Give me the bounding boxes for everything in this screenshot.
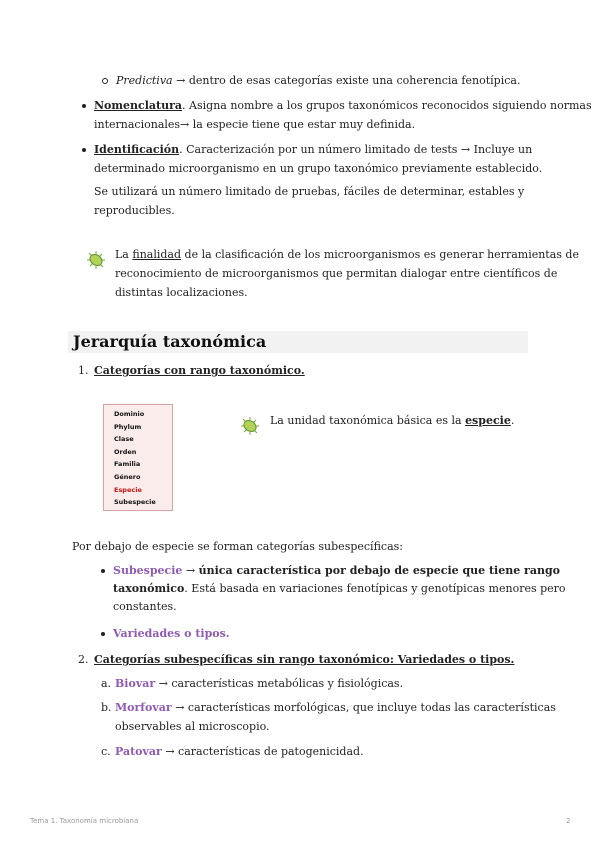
subespecie-line2-rest: . Está basada en variaciones fenotípicas y genotípicas menores pero <box>184 582 566 595</box>
morfovar-term: Morfovar <box>115 701 172 714</box>
biovar-text: → características metabólicas y fisiológicas. <box>155 677 404 690</box>
taxonomy-rank: Familia <box>114 460 141 469</box>
morfovar-line2: observables al microscopio. <box>115 720 270 733</box>
taxonomy-rank: Orden <box>114 447 137 456</box>
finalidad-link[interactable]: finalidad <box>132 248 182 261</box>
alpha-marker: a. <box>101 677 112 690</box>
callout2-post: . <box>510 414 515 427</box>
subespecie-item <box>113 562 560 580</box>
nomenclatura-item <box>94 97 592 115</box>
callout1-rest: de la clasificación de los microorganismos es generar herramientas de <box>181 248 579 261</box>
nomenclatura-line1: . Asigna nombre a los grupos taxonómicos reconocidos siguiendo normas <box>182 99 592 112</box>
variedades-term: Variedades o tipos. <box>113 627 230 640</box>
predictiva-item <box>116 72 520 90</box>
subespecie-arrow: → <box>182 564 199 577</box>
identificacion-para-line1: Se utilizará un número limitado de pruebas, fáciles de determinar, estables y <box>94 185 525 198</box>
nomenclatura-line2: internacionales→ la especie tiene que estar muy definida. <box>94 118 416 131</box>
predictiva-term: Predictiva <box>116 74 173 87</box>
taxonomy-rank: Género <box>114 472 141 481</box>
identificacion-item <box>94 141 532 159</box>
subespecie-bold1: única característica por debajo de especie que tiene rango <box>198 564 561 577</box>
callout1-line1 <box>115 246 579 264</box>
alpha-marker: b. <box>101 701 112 714</box>
subespecie-term: Subespecie <box>113 564 183 577</box>
bullet-dot <box>82 148 86 152</box>
bacteria-icon <box>240 416 260 436</box>
subespecie-line2 <box>113 580 566 598</box>
section-heading: Jerarquía taxonómica <box>68 331 528 353</box>
item2-label: Categorías subespecíficas sin rango taxonómico: Variedades o tipos. <box>94 653 515 666</box>
bullet-dot <box>101 632 105 636</box>
morfovar-item <box>115 699 556 717</box>
morfovar-text: → características morfológicas, que incluye todas las características <box>171 701 556 714</box>
biovar-term: Biovar <box>115 677 156 690</box>
taxonomy-rank: Subespecie <box>114 498 156 507</box>
footer-title: Tema 1. Taxonomía microbiana <box>30 817 139 825</box>
paragraph-below: Por debajo de especie se forman categorías subespecíficas: <box>72 540 403 553</box>
subespecie-bold2: taxonómico <box>113 582 185 595</box>
patovar-term: Patovar <box>115 745 162 758</box>
identificacion-line2: determinado microorganismo en un grupo taxonómico previamente establecido. <box>94 162 543 175</box>
callout1-line2: reconocimiento de microorganismos que permitan dialogar entre científicos de <box>115 267 558 280</box>
bacteria-icon <box>86 250 106 270</box>
item1-label: Categorías con rango taxonómico. <box>94 364 305 377</box>
nomenclatura-term: Nomenclatura <box>94 99 183 112</box>
patovar-item <box>115 743 364 761</box>
patovar-text: → características de patogenicidad. <box>161 745 364 758</box>
bullet-circle <box>102 78 108 84</box>
taxonomy-rank: Dominio <box>114 410 145 418</box>
identificacion-term: Identificación <box>94 143 180 156</box>
bullet-dot <box>82 104 86 108</box>
callout1-pre: La <box>115 248 133 261</box>
especie-link[interactable]: especie <box>465 414 511 427</box>
subespecie-line3: constantes. <box>113 600 177 613</box>
biovar-item <box>115 675 403 693</box>
identificacion-line1: . Caracterización por un número limitado de tests → Incluye un <box>179 143 533 156</box>
item1-number: 1. <box>78 364 89 377</box>
alpha-marker: c. <box>101 745 111 758</box>
taxonomy-rank: Clase <box>114 435 134 444</box>
callout1-line3: distintas localizaciones. <box>115 286 248 299</box>
identificacion-para-line2: reproducibles. <box>94 204 175 217</box>
taxonomy-rank-highlight: Especie <box>114 485 142 494</box>
predictiva-text: → dentro de esas categorías existe una coherencia fenotípica. <box>172 74 521 87</box>
page-number: 2 <box>566 817 571 825</box>
taxonomy-rank: Phylum <box>114 422 142 431</box>
item2-number: 2. <box>78 653 89 666</box>
taxonomy-figure <box>103 404 173 511</box>
bullet-dot <box>101 569 105 573</box>
callout2-pre: La unidad taxonómica básica es la <box>270 414 466 427</box>
callout2 <box>270 412 514 430</box>
